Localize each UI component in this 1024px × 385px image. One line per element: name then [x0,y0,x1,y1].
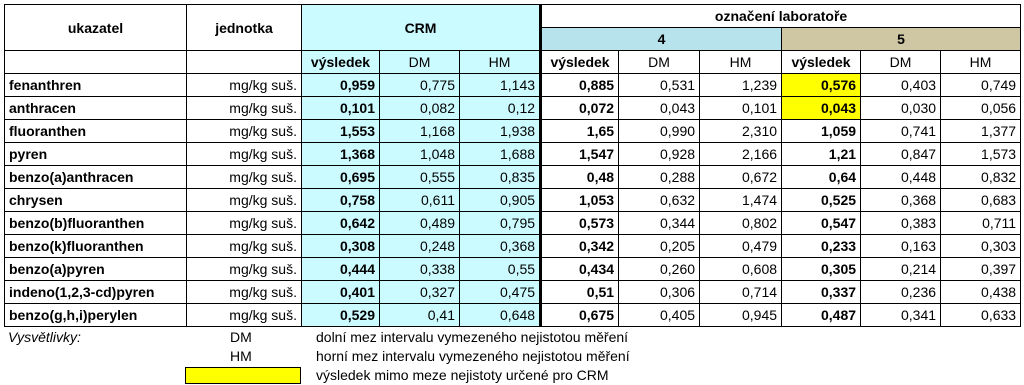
indicator-cell: anthracen [5,97,187,120]
lab4-hm-cell: 0,479 [700,235,782,258]
header-lab-4: 4 [541,28,782,51]
crm-result-cell: 1,553 [302,120,380,143]
indicator-cell: benzo(b)fluoranthen [5,212,187,235]
lab4-result-cell: 0,434 [541,258,619,281]
lab4-hm-header: HM [700,51,782,74]
lab4-dm-cell: 0,990 [619,120,700,143]
unit-cell: mg/kg suš. [187,281,302,304]
header-unit: jednotka [187,5,302,51]
crm-dm-cell: 0,41 [380,304,460,327]
lab4-result-cell: 0,342 [541,235,619,258]
table-row [5,235,1021,258]
lab5-result-cell: 0,305 [782,258,861,281]
crm-result-header: výsledek [302,51,380,74]
lab5-result-cell: 0,043 [782,97,861,120]
crm-hm-cell: 0,55 [460,258,541,281]
header-lab-group: označení laboratoře [541,5,1021,28]
lab4-dm-cell: 0,043 [619,97,700,120]
lab4-hm-cell: 0,608 [700,258,782,281]
indicator-cell: pyren [5,143,187,166]
indicator-cell: benzo(a)pyren [5,258,187,281]
lab5-hm-cell: 1,573 [941,143,1021,166]
lab4-dm-cell: 0,205 [619,235,700,258]
lab5-dm-cell: 0,341 [861,304,941,327]
crm-result-cell: 0,959 [302,74,380,97]
indicator-cell: fluoranthen [5,120,187,143]
lab5-hm-cell: 0,749 [941,74,1021,97]
crm-hm-cell: 1,688 [460,143,541,166]
lab5-hm-cell: 0,303 [941,235,1021,258]
unit-cell: mg/kg suš. [187,235,302,258]
lab5-hm-cell: 0,438 [941,281,1021,304]
results-table [4,4,1021,327]
unit-cell: mg/kg suš. [187,166,302,189]
lab4-hm-cell: 0,672 [700,166,782,189]
legend-highlight-swatch [185,367,301,384]
unit-cell: mg/kg suš. [187,258,302,281]
lab5-dm-cell: 0,403 [861,74,941,97]
lab5-dm-cell: 0,368 [861,189,941,212]
indicator-cell: chrysen [5,189,187,212]
unit-cell: mg/kg suš. [187,74,302,97]
lab5-hm-cell: 0,832 [941,166,1021,189]
lab4-result-cell: 0,072 [541,97,619,120]
unit-cell: mg/kg suš. [187,143,302,166]
lab4-hm-cell: 0,101 [700,97,782,120]
lab5-dm-cell: 0,448 [861,166,941,189]
lab4-result-cell: 0,51 [541,281,619,304]
lab5-result-cell: 0,337 [782,281,861,304]
crm-result-cell: 0,401 [302,281,380,304]
lab4-dm-header: DM [619,51,700,74]
crm-hm-cell: 1,143 [460,74,541,97]
lab5-dm-cell: 0,214 [861,258,941,281]
lab4-hm-cell: 1,239 [700,74,782,97]
table-row [5,304,1021,327]
crm-result-cell: 0,101 [302,97,380,120]
table-row [5,258,1021,281]
crm-result-cell: 0,308 [302,235,380,258]
crm-hm-cell: 0,905 [460,189,541,212]
table-row [5,166,1021,189]
lab5-result-cell: 1,21 [782,143,861,166]
lab4-dm-cell: 0,531 [619,74,700,97]
lab4-hm-cell: 0,714 [700,281,782,304]
lab4-result-cell: 0,885 [541,74,619,97]
lab5-hm-cell: 0,056 [941,97,1021,120]
crm-hm-cell: 0,648 [460,304,541,327]
lab5-result-cell: 0,525 [782,189,861,212]
header-lab-5: 5 [782,28,1021,51]
crm-dm-cell: 0,611 [380,189,460,212]
table-row [5,120,1021,143]
table-row [5,143,1021,166]
lab5-dm-cell: 0,236 [861,281,941,304]
lab5-result-cell: 0,576 [782,74,861,97]
indicator-cell: benzo(g,h,i)perylen [5,304,187,327]
lab4-dm-cell: 0,632 [619,189,700,212]
lab4-dm-cell: 0,260 [619,258,700,281]
crm-hm-cell: 0,475 [460,281,541,304]
indicator-cell: fenanthren [5,74,187,97]
legend-title: Vysvětlivky: [8,329,81,345]
lab4-dm-cell: 0,928 [619,143,700,166]
crm-hm-cell: 0,835 [460,166,541,189]
lab5-result-cell: 0,233 [782,235,861,258]
crm-hm-cell: 1,938 [460,120,541,143]
crm-dm-cell: 0,338 [380,258,460,281]
unit-cell: mg/kg suš. [187,304,302,327]
unit-cell: mg/kg suš. [187,212,302,235]
lab4-dm-cell: 0,405 [619,304,700,327]
lab5-result-cell: 1,059 [782,120,861,143]
lab5-result-cell: 0,487 [782,304,861,327]
legend-hm-abbr: HM [230,348,252,364]
lab4-dm-cell: 0,306 [619,281,700,304]
lab4-result-header: výsledek [541,51,619,74]
lab5-hm-cell: 0,633 [941,304,1021,327]
lab4-result-cell: 0,48 [541,166,619,189]
crm-dm-cell: 0,775 [380,74,460,97]
table-row [5,97,1021,120]
crm-dm-cell: 0,248 [380,235,460,258]
header-blank-1 [5,51,187,74]
lab5-hm-header: HM [941,51,1021,74]
table-row [5,74,1021,97]
legend-dm-abbr: DM [230,329,252,345]
lab4-result-cell: 0,675 [541,304,619,327]
crm-result-cell: 1,368 [302,143,380,166]
crm-dm-cell: 0,555 [380,166,460,189]
legend-dm-desc: dolní mez intervalu vymezeného nejistotou měření [316,329,629,345]
lab5-result-header: výsledek [782,51,861,74]
crm-hm-cell: 0,12 [460,97,541,120]
lab4-hm-cell: 2,310 [700,120,782,143]
lab5-dm-header: DM [861,51,941,74]
lab4-dm-cell: 0,288 [619,166,700,189]
lab4-result-cell: 1,053 [541,189,619,212]
crm-hm-header: HM [460,51,541,74]
indicator-cell: benzo(a)anthracen [5,166,187,189]
unit-cell: mg/kg suš. [187,120,302,143]
header-crm: CRM [302,5,541,51]
indicator-cell: indeno(1,2,3-cd)pyren [5,281,187,304]
crm-dm-cell: 0,082 [380,97,460,120]
lab4-hm-cell: 1,474 [700,189,782,212]
crm-result-cell: 0,529 [302,304,380,327]
lab4-result-cell: 1,65 [541,120,619,143]
crm-result-cell: 0,444 [302,258,380,281]
crm-dm-cell: 1,048 [380,143,460,166]
lab5-result-cell: 0,547 [782,212,861,235]
header-blank-2 [187,51,302,74]
crm-result-cell: 0,695 [302,166,380,189]
lab4-dm-cell: 0,344 [619,212,700,235]
lab4-hm-cell: 0,945 [700,304,782,327]
legend-highlight-desc: výsledek mimo meze nejistoty určené pro CRM [316,367,609,383]
lab4-hm-cell: 2,166 [700,143,782,166]
lab4-result-cell: 0,573 [541,212,619,235]
unit-cell: mg/kg suš. [187,97,302,120]
unit-cell: mg/kg suš. [187,189,302,212]
lab5-hm-cell: 0,397 [941,258,1021,281]
crm-hm-cell: 0,795 [460,212,541,235]
crm-hm-cell: 0,368 [460,235,541,258]
lab5-hm-cell: 1,377 [941,120,1021,143]
crm-dm-cell: 0,489 [380,212,460,235]
lab5-dm-cell: 0,847 [861,143,941,166]
lab4-hm-cell: 0,802 [700,212,782,235]
lab5-hm-cell: 0,683 [941,189,1021,212]
header-indicator: ukazatel [5,5,187,51]
lab5-hm-cell: 0,711 [941,212,1021,235]
legend [4,329,1020,385]
lab5-dm-cell: 0,383 [861,212,941,235]
lab5-dm-cell: 0,741 [861,120,941,143]
crm-dm-cell: 0,327 [380,281,460,304]
lab4-result-cell: 1,547 [541,143,619,166]
lab5-dm-cell: 0,030 [861,97,941,120]
crm-dm-header: DM [380,51,460,74]
crm-dm-cell: 1,168 [380,120,460,143]
table-row [5,189,1021,212]
legend-hm-desc: horní mez intervalu vymezeného nejistotou měření [316,348,630,364]
table-row [5,281,1021,304]
crm-result-cell: 0,642 [302,212,380,235]
lab5-result-cell: 0,64 [782,166,861,189]
indicator-cell: benzo(k)fluoranthen [5,235,187,258]
table-row [5,212,1021,235]
crm-result-cell: 0,758 [302,189,380,212]
lab5-dm-cell: 0,163 [861,235,941,258]
